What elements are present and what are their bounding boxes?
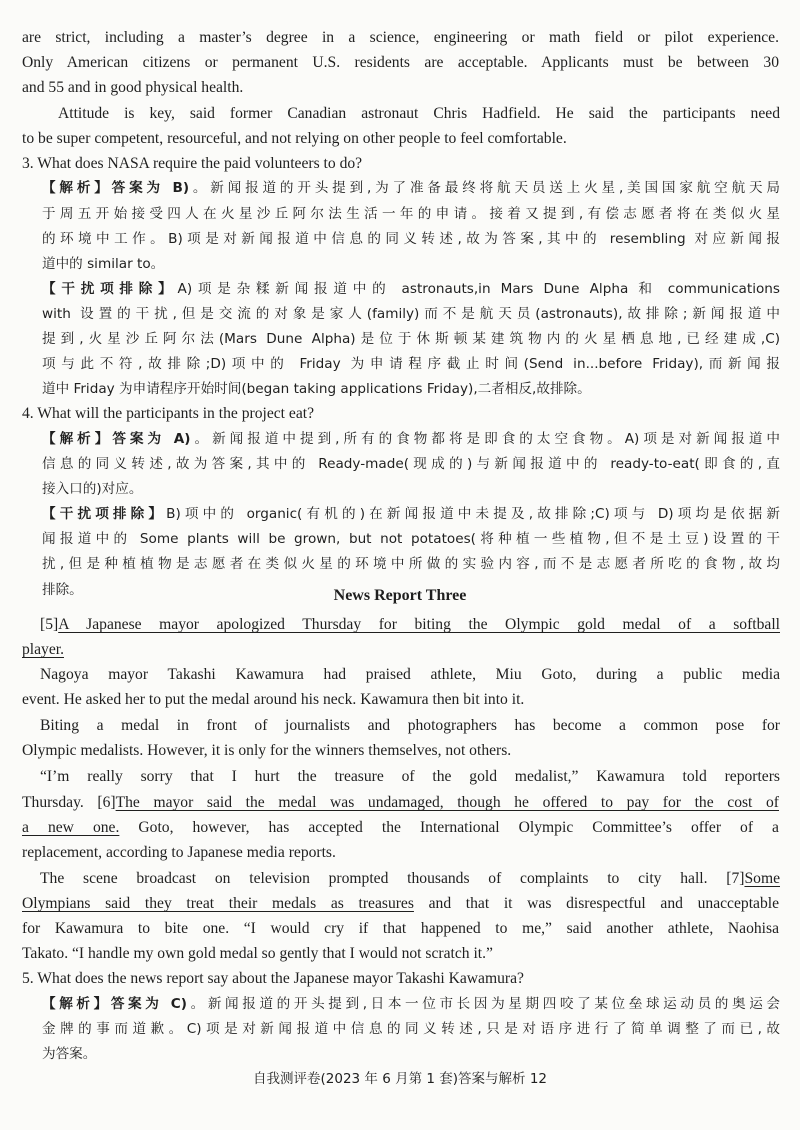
text-segment: event. He asked her to put the medal around his neck. Kawamura then bit into it. bbox=[22, 691, 525, 708]
text-segment: 4. What will the participants in the project eat? bbox=[22, 405, 314, 422]
text-line bbox=[42, 479, 142, 499]
text-segment: 排除。 bbox=[42, 582, 83, 598]
text-segment: 道中 Friday 为申请程序开始时间(began taking applications Friday),二者相反,故排除。 bbox=[42, 381, 591, 397]
text-segment: The scene broadcast on television prompted thousands of complaints to city hall. [7] bbox=[40, 870, 745, 887]
text-segment: are strict, including a master’s degree in a science, engineering or math field or pilot experience. bbox=[22, 29, 779, 46]
text-line bbox=[22, 154, 362, 174]
text-line bbox=[22, 640, 64, 660]
text-line bbox=[42, 279, 780, 299]
text-line bbox=[42, 229, 780, 249]
text-line bbox=[22, 894, 779, 914]
text-line bbox=[42, 379, 591, 399]
text-line bbox=[40, 716, 780, 736]
text-segment: [5] bbox=[40, 616, 59, 633]
text-segment: replacement, according to Japanese media reports. bbox=[22, 844, 336, 861]
text-line bbox=[42, 178, 780, 198]
text-line bbox=[22, 944, 493, 964]
text-line bbox=[42, 454, 780, 474]
text-line bbox=[22, 53, 779, 73]
text-segment: to be super competent, resourceful, and not relying on other people to feel comfortable. bbox=[22, 130, 567, 147]
text-line bbox=[22, 919, 779, 939]
text-segment: 3. What does NASA require the paid volunteers to do? bbox=[22, 155, 363, 172]
text-segment: 接入口的)对应。 bbox=[42, 481, 143, 497]
text-line bbox=[58, 104, 780, 124]
text-segment: 提到,火星沙丘阿尔法(Mars Dune Alpha)是位于休斯顿某建筑物内的火星栖息地,已经建成,C) bbox=[42, 331, 780, 347]
text-segment: B)项中的 organic(有机的)在新闻报道中未提及,故排除;C)项与 D)项均是依据新 bbox=[166, 506, 781, 522]
text-line bbox=[22, 843, 336, 863]
underlined-text: a new one. bbox=[22, 819, 120, 836]
text-line bbox=[42, 329, 780, 349]
text-segment: Goto, however, has accepted the International Olympic Committee’s offer of a bbox=[119, 819, 779, 836]
text-line bbox=[40, 767, 780, 787]
underlined-text: The mayor said the medal was undamaged, though he offered to pay for the cost of bbox=[115, 794, 779, 811]
bold-label: 【干扰项排除】 bbox=[42, 506, 167, 522]
text-line bbox=[22, 793, 779, 813]
bold-label: 【干扰项排除】 bbox=[42, 281, 178, 297]
underlined-text: Some bbox=[744, 870, 780, 887]
text-line bbox=[22, 28, 779, 48]
text-segment: 道中的 similar to。 bbox=[42, 256, 165, 272]
text-line bbox=[40, 615, 780, 635]
text-segment: 为答案。 bbox=[42, 1046, 97, 1062]
text-line bbox=[42, 254, 164, 274]
text-line bbox=[22, 818, 779, 838]
text-line bbox=[42, 1019, 780, 1039]
text-segment: 。新闻报道的开头提到,为了准备最终将航天员送上火星,美国国家航空航天局 bbox=[189, 180, 780, 196]
text-segment: Nagoya mayor Takashi Kawamura had praised athlete, Miu Goto, during a public media bbox=[40, 666, 780, 683]
text-line bbox=[42, 504, 780, 524]
bold-label: 【解析】答案为 B) bbox=[42, 180, 190, 196]
text-line bbox=[22, 404, 314, 424]
text-line bbox=[42, 304, 780, 324]
text-segment: 。新闻报道中提到,所有的食物都将是即食的太空食物。A)项是对新闻报道中 bbox=[190, 431, 781, 447]
text-segment: 闻报道中的 Some plants will be grown, but not potatoes(将种植一些植物,但不是土豆)设置的干 bbox=[42, 531, 780, 547]
text-line bbox=[40, 869, 780, 889]
text-line bbox=[22, 969, 524, 989]
text-line bbox=[42, 354, 780, 374]
text-segment: Takato. “I handle my own gold medal so gently that I would not scratch it.” bbox=[22, 945, 493, 962]
text-line bbox=[42, 204, 780, 224]
text-segment: 于周五开始接受四人在火星沙丘阿尔法生活一年的申请。接着又提到,有偿志愿者将在类似火星 bbox=[42, 206, 780, 222]
text-line bbox=[42, 1044, 96, 1064]
text-segment: A)项是杂糅新闻报道中的 astronauts,in Mars Dune Alpha 和 communications bbox=[177, 281, 781, 297]
text-segment: with 设置的干扰,但是交流的对象是家人(family)而不是航天员(astronauts),故排除;新闻报道中 bbox=[42, 306, 780, 322]
text-segment: 扰,但是种植植物是志愿者在类似火星的环境中所做的实验内容,而不是志愿者所吃的食物,故均 bbox=[42, 556, 780, 572]
text-line bbox=[22, 78, 243, 98]
underlined-text: player. bbox=[22, 641, 64, 658]
text-segment: 5. What does the news report say about the Japanese mayor Takashi Kawamura? bbox=[22, 970, 524, 987]
text-segment: Olympic medalists. However, it is only for the winners themselves, not others. bbox=[22, 742, 512, 759]
text-segment: Attitude is key, said former Canadian astronaut Chris Hadfield. He said the participants need bbox=[58, 105, 780, 122]
text-segment: “I’m really sorry that I hurt the treasure of the gold medalist,” Kawamura told reporters bbox=[40, 768, 780, 785]
bold-label: 【解析】答案为 C) bbox=[42, 996, 187, 1012]
text-line bbox=[42, 554, 780, 574]
text-segment: 金牌的事而道歉。C)项是对新闻报道中信息的同义转述,只是对语序进行了简单调整了而已,故 bbox=[42, 1021, 780, 1037]
text-line bbox=[42, 429, 780, 449]
text-line bbox=[22, 741, 511, 761]
text-segment: 项与此不符,故排除;D)项中的 Friday 为申请程序截止时间(Send in...before Friday),而新闻报 bbox=[42, 356, 780, 372]
underlined-text: Olympians said they treat their medals as treasures bbox=[22, 895, 414, 912]
text-segment: and that it was disrespectful and unacceptable bbox=[413, 895, 779, 912]
text-line bbox=[22, 129, 567, 149]
text-segment: and 55 and in good physical health. bbox=[22, 79, 244, 96]
text-line bbox=[42, 994, 780, 1014]
text-segment: 的环境中工作。B)项是对新闻报道中信息的同义转述,故为答案,其中的 resembling 对应新闻报 bbox=[42, 231, 780, 247]
text-line bbox=[40, 665, 780, 685]
section-heading: News Report Three bbox=[333, 587, 467, 604]
text-segment: for Kawamura to bite one. “I would cry if that happened to me,” said another athlete, Naohisa bbox=[22, 920, 779, 937]
page-footer: 自我测评卷(2023 年 6 月第 1 套)答案与解析 12 bbox=[253, 1071, 547, 1087]
text-segment: 。新闻报道的开头提到,日本一位市长因为星期四咬了某位垒球运动员的奥运会 bbox=[187, 996, 780, 1012]
text-line bbox=[42, 529, 780, 549]
text-segment: Only American citizens or permanent U.S. residents are acceptable. Applicants must be between 30 bbox=[22, 54, 779, 71]
text-segment: Thursday. [6] bbox=[22, 794, 116, 811]
text-line bbox=[22, 690, 524, 710]
text-segment: Biting a medal in front of journalists and photographers has become a common pose for bbox=[40, 717, 780, 734]
bold-label: 【解析】答案为 A) bbox=[42, 431, 191, 447]
text-segment: 信息的同义转述,故为答案,其中的 Ready-made(现成的)与新闻报道中的 ready-to-eat(即食的,直 bbox=[42, 456, 780, 472]
underlined-text: A Japanese mayor apologized Thursday for biting the Olympic gold medal of a softball bbox=[58, 616, 780, 633]
